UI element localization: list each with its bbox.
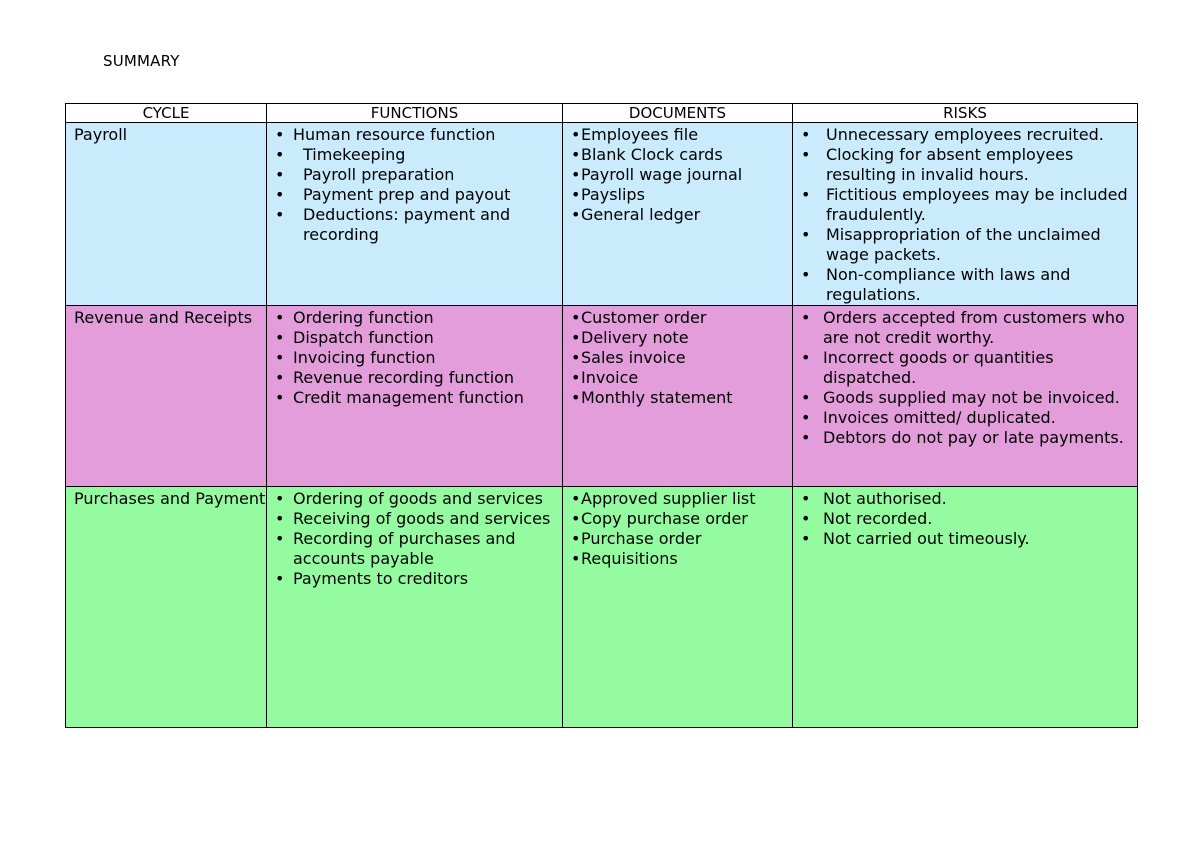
list-item: • General ledger [571,205,792,225]
list-item: • Blank Clock cards [571,145,792,165]
table-row-revenue [66,306,1138,487]
list-item: • Credit management function [275,388,562,408]
risks-cell [793,306,1138,487]
documents-list [571,125,792,225]
functions-cell [267,306,563,487]
header-risks: RISKS [793,104,1138,123]
list-item: • Invoices omitted/ duplicated. [801,408,1137,428]
list-item: • Invoicing function [275,348,562,368]
list-item: • Ordering of goods and services [275,489,562,509]
list-item: • Payment prep and payout [275,185,562,205]
list-item: • Revenue recording function [275,368,562,388]
list-item: • Ordering function [275,308,562,328]
list-item: • Unnecessary employees recruited. [801,125,1137,145]
list-item: • Purchase order [571,529,792,549]
list-item: • Goods supplied may not be invoiced. [801,388,1137,408]
list-item: • Dispatch function [275,328,562,348]
list-item: • Payroll preparation [275,165,562,185]
list-item: • Approved supplier list [571,489,792,509]
list-item: • Clocking for absent employees resulting in invalid hours. [801,145,1137,185]
risks-list [801,489,1137,549]
list-item: • Customer order [571,308,792,328]
list-item: • Timekeeping [275,145,562,165]
page-title: SUMMARY [103,52,180,70]
list-item: • Payments to creditors [275,569,562,589]
functions-cell [267,487,563,728]
list-item: • Non-compliance with laws and regulations. [801,265,1137,305]
documents-cell [563,123,793,306]
list-item: • Fictitious employees may be included fraudulently. [801,185,1137,225]
list-item: • Sales invoice [571,348,792,368]
list-item: • Not authorised. [801,489,1137,509]
risks-list [801,125,1137,305]
list-item: • Not carried out timeously. [801,529,1137,549]
functions-list [275,308,562,408]
risks-list [801,308,1137,448]
risks-cell [793,123,1138,306]
list-item: • Recording of purchases and accounts payable [275,529,562,569]
table-header-row [66,104,1138,123]
cycle-cell: Revenue and Receipts [66,306,267,487]
list-item: • Receiving of goods and services [275,509,562,529]
documents-cell [563,487,793,728]
documents-list [571,489,792,569]
list-item: • Debtors do not pay or late payments. [801,428,1137,448]
list-item: • Not recorded. [801,509,1137,529]
functions-list [275,125,562,245]
list-item: • Human resource function [275,125,562,145]
list-item: • Employees file [571,125,792,145]
cycle-cell: Purchases and Payment [66,487,267,728]
table-row-payroll [66,123,1138,306]
header-functions: FUNCTIONS [267,104,563,123]
list-item: • Misappropriation of the unclaimed wage packets. [801,225,1137,265]
list-item: • Invoice [571,368,792,388]
table-row-purchases [66,487,1138,728]
list-item: • Deductions: payment and recording [275,205,562,245]
list-item: • Copy purchase order [571,509,792,529]
risks-cell [793,487,1138,728]
list-item: • Orders accepted from customers who are not credit worthy. [801,308,1137,348]
cycle-cell: Payroll [66,123,267,306]
header-cycle: CYCLE [66,104,267,123]
header-documents: DOCUMENTS [563,104,793,123]
list-item: • Monthly statement [571,388,792,408]
list-item: • Delivery note [571,328,792,348]
list-item: • Payroll wage journal [571,165,792,185]
list-item: • Incorrect goods or quantities dispatched. [801,348,1137,388]
documents-list [571,308,792,408]
functions-list [275,489,562,589]
list-item: • Requisitions [571,549,792,569]
documents-cell [563,306,793,487]
functions-cell [267,123,563,306]
summary-table [65,103,1138,728]
list-item: • Payslips [571,185,792,205]
